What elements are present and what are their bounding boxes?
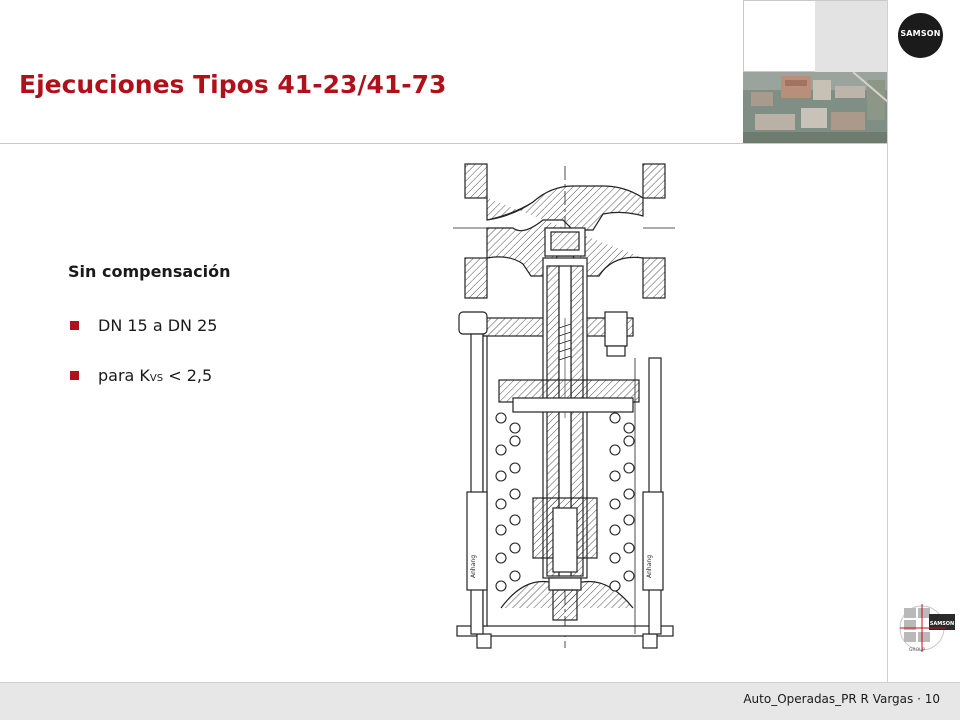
footer-text: Auto_Operadas_PR R Vargas · 10	[743, 692, 940, 706]
bullet-text: DN 15 a DN 25	[98, 316, 218, 335]
header-gray-square	[743, 0, 816, 72]
samson-logo	[898, 13, 943, 58]
group-logo-text: SAMSON	[929, 621, 955, 627]
bullet-square-icon	[70, 371, 79, 380]
factory-aerial-photo	[743, 72, 888, 144]
bullet-square-icon	[70, 321, 79, 330]
header-gray-square-shaded	[815, 0, 888, 72]
samson-logo-text: SAMSON	[900, 29, 941, 38]
drawing-label-left: Anhang	[470, 555, 477, 578]
valve-cross-section-drawing	[453, 158, 678, 653]
subheading: Sin compensación	[68, 262, 231, 281]
right-margin-rule	[887, 0, 888, 682]
group-logo-subtext: GROUP	[908, 648, 926, 653]
samson-group-logo	[896, 596, 956, 658]
drawing-label-right: Anhang	[646, 555, 653, 578]
bullet-subscript: VS	[149, 373, 164, 384]
bullet-text-suffix: < 2,5	[163, 366, 213, 385]
slide-title: Ejecuciones Tipos 41-23/41-73	[19, 70, 447, 99]
header-divider	[0, 143, 888, 144]
bullet-text	[98, 366, 212, 385]
bullet-text-prefix: para K	[98, 366, 150, 385]
